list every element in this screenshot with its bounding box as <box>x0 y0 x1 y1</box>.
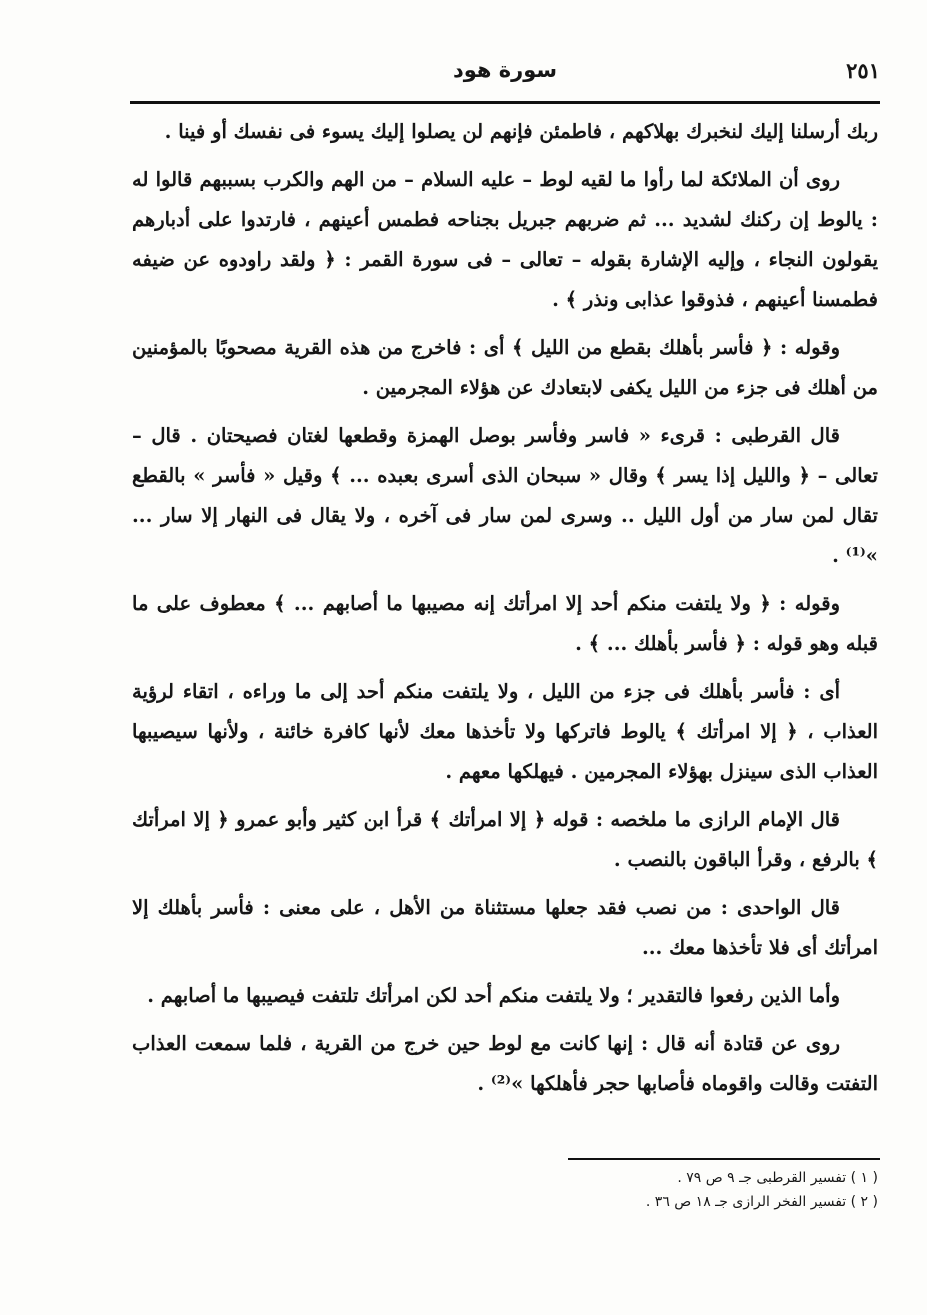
footnote-divider <box>568 1158 880 1160</box>
paragraph: وأما الذين رفعوا فالتقدير ؛ ولا يلتفت منكم أحد لكن امرأتك تلتفت فيصيبها ما أصابهم . <box>147 984 840 1007</box>
header-divider <box>130 101 880 104</box>
page-header <box>130 58 880 92</box>
chapter-title: سورة هود <box>452 58 558 82</box>
paragraph: قال الواحدى : من نصب فقد جعلها مستثناة من الأهل ، على معنى : فأسر بأهلك إلا امرأتك أى فلا تأخذها معك ... <box>132 896 878 959</box>
page-number: ٢٥١ <box>846 58 880 83</box>
footnote: ( ٢ ) تفسير الفخر الرازى جـ ١٨ ص ٣٦ . <box>645 1194 878 1210</box>
body-text <box>132 112 878 1112</box>
paragraph: روى أن الملائكة لما رأوا ما لقيه لوط – عليه السلام – من الهم والكرب بسببهم قالوا له : يالوط إن ركنك لشديد ... ثم ضربهم جبريل بجناحه فطمس أعينهم ، فارتدوا على أدبارهم يقولون النجاء ، وإليه الإشارة بقوله – تعالى – فى سورة القمر : ﴿ ولقد راودوه عن ضيفه فطمسنا أعينهم ، فذوقوا عذابى ونذر ﴾ . <box>132 168 878 311</box>
paragraph: وقوله : ﴿ ولا يلتفت منكم أحد إلا امرأتك إنه مصيبها ما أصابهم ... ﴾ معطوف على ما قبله وهو قوله : ﴿ فأسر بأهلك ... ﴾ . <box>132 592 878 655</box>
paragraph: أى : فأسر بأهلك فى جزء من الليل ، ولا يلتفت منكم أحد إلى ما وراءه ، اتقاء لرؤية العذاب ، ﴿ إلا امرأتك ﴾ يالوط فاتركها ولا تأخذها معك لأنها كافرة خائنة ، ولأنها سيصيبها العذاب الذى سينزل بهؤلاء المجرمين . فيهلكها معهم . <box>132 680 878 783</box>
paragraph: روى عن قتادة أنه قال : إنها كانت مع لوط حين خرج من القرية ، فلما سمعت العذاب التفتت وقالت واقوماه فأصابها حجر فأهلكها »⁽²⁾ . <box>132 1032 878 1095</box>
paragraph: قال القرطبى : قرىء « فاسر وفأسر بوصل الهمزة وقطعها لغتان فصيحتان . قال – تعالى – ﴿ والليل إذا يسر ﴾ وقال « سبحان الذى أسرى بعبده ... ﴾ وقيل « فأسر » بالقطع تقال لمن سار من أول الليل .. وسرى لمن سار فى آخره ، ولا يقال فى النهار إلا سار ... »⁽¹⁾ . <box>132 424 878 567</box>
footnotes <box>420 1166 878 1214</box>
footnote: ( ١ ) تفسير القرطبى جـ ٩ ص ٧٩ . <box>677 1170 878 1186</box>
paragraph: قال الإمام الرازى ما ملخصه : قوله ﴿ إلا امرأتك ﴾ قرأ ابن كثير وأبو عمرو ﴿ إلا امرأتك ﴾ بالرفع ، وقرأ الباقون بالنصب . <box>132 808 878 871</box>
paragraph: وقوله : ﴿ فأسر بأهلك بقطع من الليل ﴾ أى : فاخرج من هذه القرية مصحوبًا بالمؤمنين من أهلك فى جزء من الليل يكفى لابتعادك عن هؤلاء المجرمين . <box>132 336 878 399</box>
paragraph: ربك أرسلنا إليك لنخبرك بهلاكهم ، فاطمئن فإنهم لن يصلوا إليك يسوء فى نفسك أو فينا . <box>164 120 878 143</box>
